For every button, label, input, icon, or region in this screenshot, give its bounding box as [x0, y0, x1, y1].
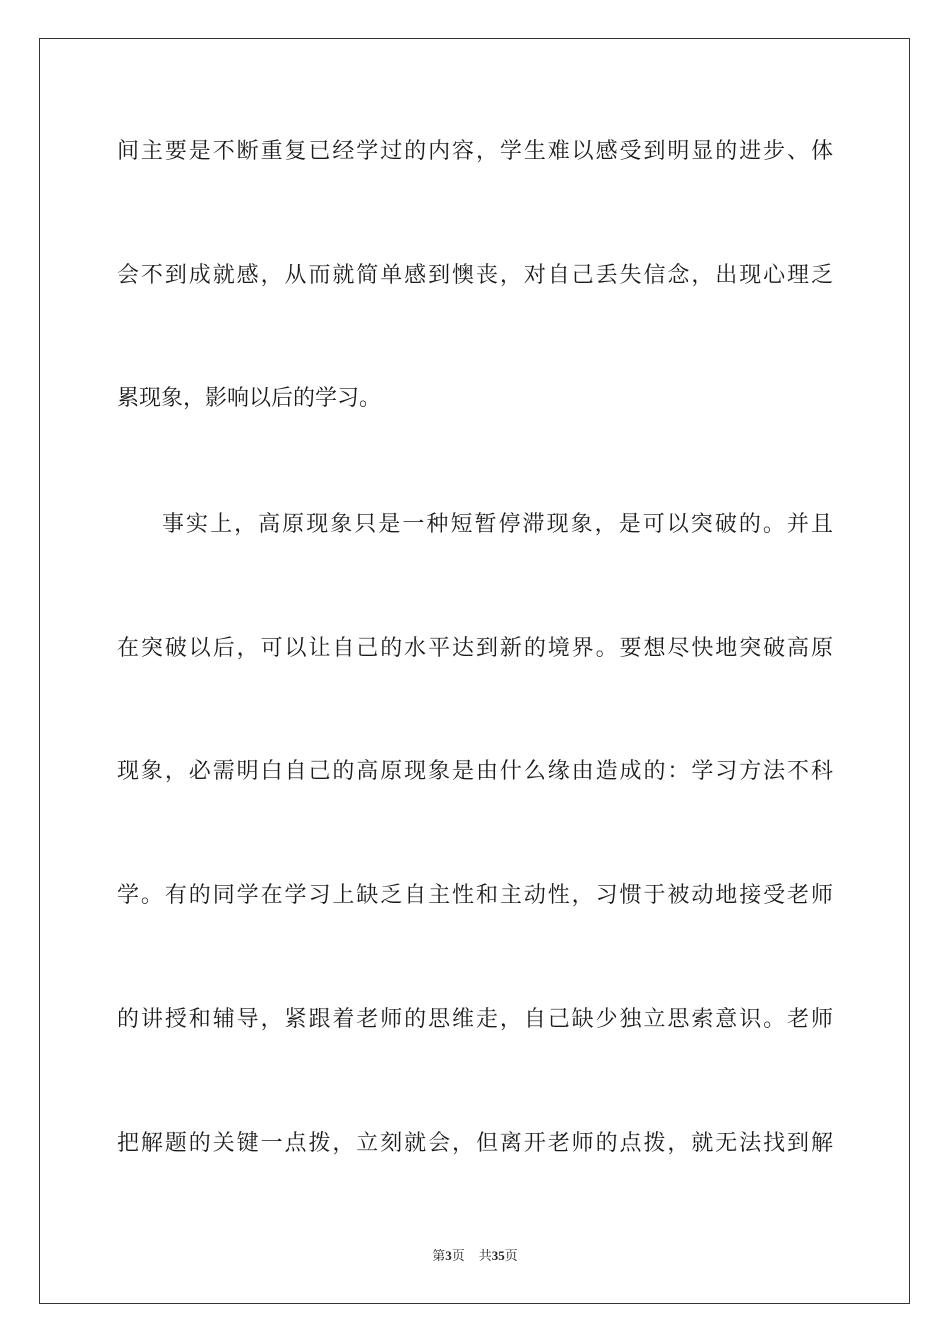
text-line-9: 把解题的关键一点拨，立刻就会，但离开老师的点拨，就无法找到解: [117, 1131, 833, 1156]
page-border: [39, 38, 910, 1304]
text-line-5: 在突破以后，可以让自己的水平达到新的境界。要想尽快地突破高原: [117, 636, 833, 661]
footer-total-suffix: 页: [504, 1249, 518, 1264]
text-line-6: 现象，必需明白自己的高原现象是由什么缘由造成的：学习方法不科: [117, 759, 833, 784]
page-footer: [0, 1247, 950, 1266]
text-line-7: 学。有的同学在学习上缺乏自主性和主动性，习惯于被动地接受老师: [117, 883, 833, 908]
footer-total-pages: 35: [491, 1248, 505, 1263]
footer-page-suffix: 页: [451, 1249, 465, 1264]
footer-page-number: 3: [445, 1248, 452, 1263]
text-line-8: 的讲授和辅导，紧跟着老师的思维走，自己缺少独立思索意识。老师: [117, 1007, 833, 1032]
text-line-2: 会不到成就感，从而就简单感到懊丧，对自己丢失信念，出现心理乏: [117, 263, 833, 288]
footer-page-prefix: 第: [432, 1249, 446, 1264]
footer-total-prefix: 共: [478, 1249, 492, 1264]
text-line-4: 事实上，高原现象只是一种短暂停滞现象，是可以突破的。并且: [162, 512, 833, 537]
text-line-1: 间主要是不断重复已经学过的内容，学生难以感受到明显的进步、体: [117, 139, 833, 164]
text-line-3: 累现象，影响以后的学习。: [117, 386, 382, 411]
